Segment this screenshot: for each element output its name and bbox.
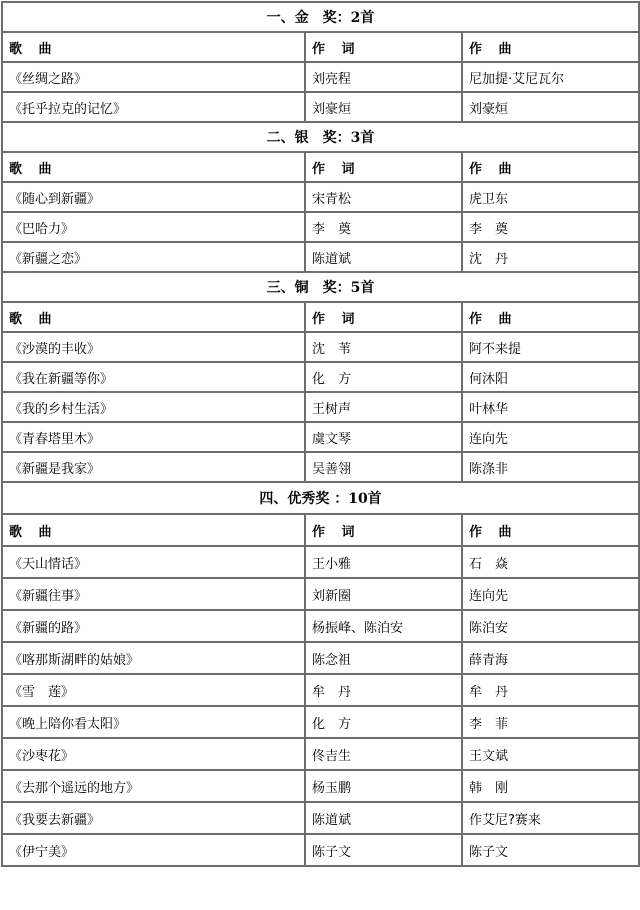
column-header-song-label: 歌 曲	[9, 161, 58, 177]
table-row	[2, 92, 639, 122]
table-row	[2, 62, 639, 92]
song-title-cell: 《我的乡村生活》	[2, 392, 305, 422]
column-header-song	[2, 302, 305, 332]
lyricist-cell: 杨玉鹏	[305, 770, 462, 802]
song-title-cell: 《我在新疆等你》	[2, 362, 305, 392]
section-title-row	[2, 482, 639, 514]
lyricist-cell: 陈道斌	[305, 802, 462, 834]
composer-cell: 何沐阳	[462, 362, 639, 392]
table-row	[2, 242, 639, 272]
song-title-cell: 《巴哈力》	[2, 212, 305, 242]
column-header-song-label: 歌 曲	[9, 524, 58, 540]
lyricist-cell: 沈 苇	[305, 332, 462, 362]
lyricist-cell: 刘豪烜	[305, 92, 462, 122]
lyricist-cell: 化 方	[305, 706, 462, 738]
composer-cell: 叶林华	[462, 392, 639, 422]
song-title-cell: 《新疆的路》	[2, 610, 305, 642]
lyricist-cell: 化 方	[305, 362, 462, 392]
column-header-song-label: 歌 曲	[9, 311, 58, 327]
table-row	[2, 452, 639, 482]
column-header-music-label: 作 曲	[469, 311, 518, 327]
song-title-cell: 《雪 莲》	[2, 674, 305, 706]
section-title: 四、优秀奖 ：10首	[2, 482, 639, 514]
section-title: 一、金 奖：2首	[2, 2, 639, 32]
composer-cell: 刘豪烜	[462, 92, 639, 122]
song-title-cell: 《丝绸之路》	[2, 62, 305, 92]
lyricist-cell: 吴善翎	[305, 452, 462, 482]
column-header-music	[462, 302, 639, 332]
composer-cell: 李 奠	[462, 212, 639, 242]
composer-cell: 王文斌	[462, 738, 639, 770]
song-title-cell: 《伊宁美》	[2, 834, 305, 866]
column-header-lyrics	[305, 152, 462, 182]
table-row	[2, 834, 639, 866]
column-header-music-label: 作 曲	[469, 524, 518, 540]
lyricist-cell: 杨振峰、陈泊安	[305, 610, 462, 642]
column-header-lyrics-label: 作 词	[312, 41, 361, 57]
section-title-row	[2, 122, 639, 152]
table-row	[2, 578, 639, 610]
column-header-song-label: 歌 曲	[9, 41, 58, 57]
column-header-lyrics-label: 作 词	[312, 524, 361, 540]
lyricist-cell: 宋青松	[305, 182, 462, 212]
column-header-row	[2, 152, 639, 182]
song-title-cell: 《随心到新疆》	[2, 182, 305, 212]
column-header-song	[2, 514, 305, 546]
song-title-cell: 《青春塔里木》	[2, 422, 305, 452]
lyricist-cell: 陈子文	[305, 834, 462, 866]
column-header-lyrics	[305, 32, 462, 62]
section-title-row	[2, 272, 639, 302]
section-title: 二、银 奖：3首	[2, 122, 639, 152]
table-row	[2, 422, 639, 452]
composer-cell: 陈涤非	[462, 452, 639, 482]
song-title-cell: 《新疆往事》	[2, 578, 305, 610]
song-title-cell: 《去那个遥远的地方》	[2, 770, 305, 802]
composer-cell: 陈子文	[462, 834, 639, 866]
table-row	[2, 610, 639, 642]
composer-cell: 李 菲	[462, 706, 639, 738]
table-row	[2, 362, 639, 392]
lyricist-cell: 刘新圈	[305, 578, 462, 610]
composer-cell: 薛青海	[462, 642, 639, 674]
lyricist-cell: 王小雅	[305, 546, 462, 578]
column-header-row	[2, 32, 639, 62]
table-row	[2, 546, 639, 578]
song-title-cell: 《新疆是我家》	[2, 452, 305, 482]
column-header-row	[2, 302, 639, 332]
song-title-cell: 《我要去新疆》	[2, 802, 305, 834]
lyricist-cell: 李 奠	[305, 212, 462, 242]
composer-cell: 尼加提·艾尼瓦尔	[462, 62, 639, 92]
column-header-music-label: 作 曲	[469, 41, 518, 57]
lyricist-cell: 陈道斌	[305, 242, 462, 272]
table-row	[2, 642, 639, 674]
lyricist-cell: 王树声	[305, 392, 462, 422]
composer-cell: 韩 刚	[462, 770, 639, 802]
table-row	[2, 182, 639, 212]
table-row	[2, 392, 639, 422]
section-title: 三、铜 奖：5首	[2, 272, 639, 302]
section-title-row	[2, 2, 639, 32]
lyricist-cell: 刘亮程	[305, 62, 462, 92]
column-header-lyrics	[305, 514, 462, 546]
composer-cell: 阿不来提	[462, 332, 639, 362]
column-header-song	[2, 32, 305, 62]
column-header-music	[462, 152, 639, 182]
column-header-lyrics-label: 作 词	[312, 161, 361, 177]
awards-table-body	[2, 2, 639, 866]
table-row	[2, 738, 639, 770]
table-row	[2, 802, 639, 834]
song-title-cell: 《新疆之恋》	[2, 242, 305, 272]
awards-table	[1, 1, 640, 867]
composer-cell: 沈 丹	[462, 242, 639, 272]
lyricist-cell: 佟吉生	[305, 738, 462, 770]
song-title-cell: 《喀那斯湖畔的姑娘》	[2, 642, 305, 674]
lyricist-cell: 牟 丹	[305, 674, 462, 706]
column-header-row	[2, 514, 639, 546]
composer-cell: 作艾尼?赛来	[462, 802, 639, 834]
composer-cell: 石 焱	[462, 546, 639, 578]
column-header-song	[2, 152, 305, 182]
table-row	[2, 770, 639, 802]
lyricist-cell: 陈念祖	[305, 642, 462, 674]
song-title-cell: 《沙漠的丰收》	[2, 332, 305, 362]
song-title-cell: 《托乎拉克的记忆》	[2, 92, 305, 122]
table-row	[2, 674, 639, 706]
composer-cell: 陈泊安	[462, 610, 639, 642]
table-row	[2, 332, 639, 362]
column-header-music	[462, 514, 639, 546]
lyricist-cell: 虞文琴	[305, 422, 462, 452]
song-title-cell: 《晚上陪你看太阳》	[2, 706, 305, 738]
composer-cell: 连向先	[462, 578, 639, 610]
table-row	[2, 706, 639, 738]
song-title-cell: 《天山情话》	[2, 546, 305, 578]
composer-cell: 虎卫东	[462, 182, 639, 212]
song-title-cell: 《沙枣花》	[2, 738, 305, 770]
column-header-music	[462, 32, 639, 62]
composer-cell: 连向先	[462, 422, 639, 452]
column-header-music-label: 作 曲	[469, 161, 518, 177]
column-header-lyrics-label: 作 词	[312, 311, 361, 327]
column-header-lyrics	[305, 302, 462, 332]
table-row	[2, 212, 639, 242]
composer-cell: 牟 丹	[462, 674, 639, 706]
